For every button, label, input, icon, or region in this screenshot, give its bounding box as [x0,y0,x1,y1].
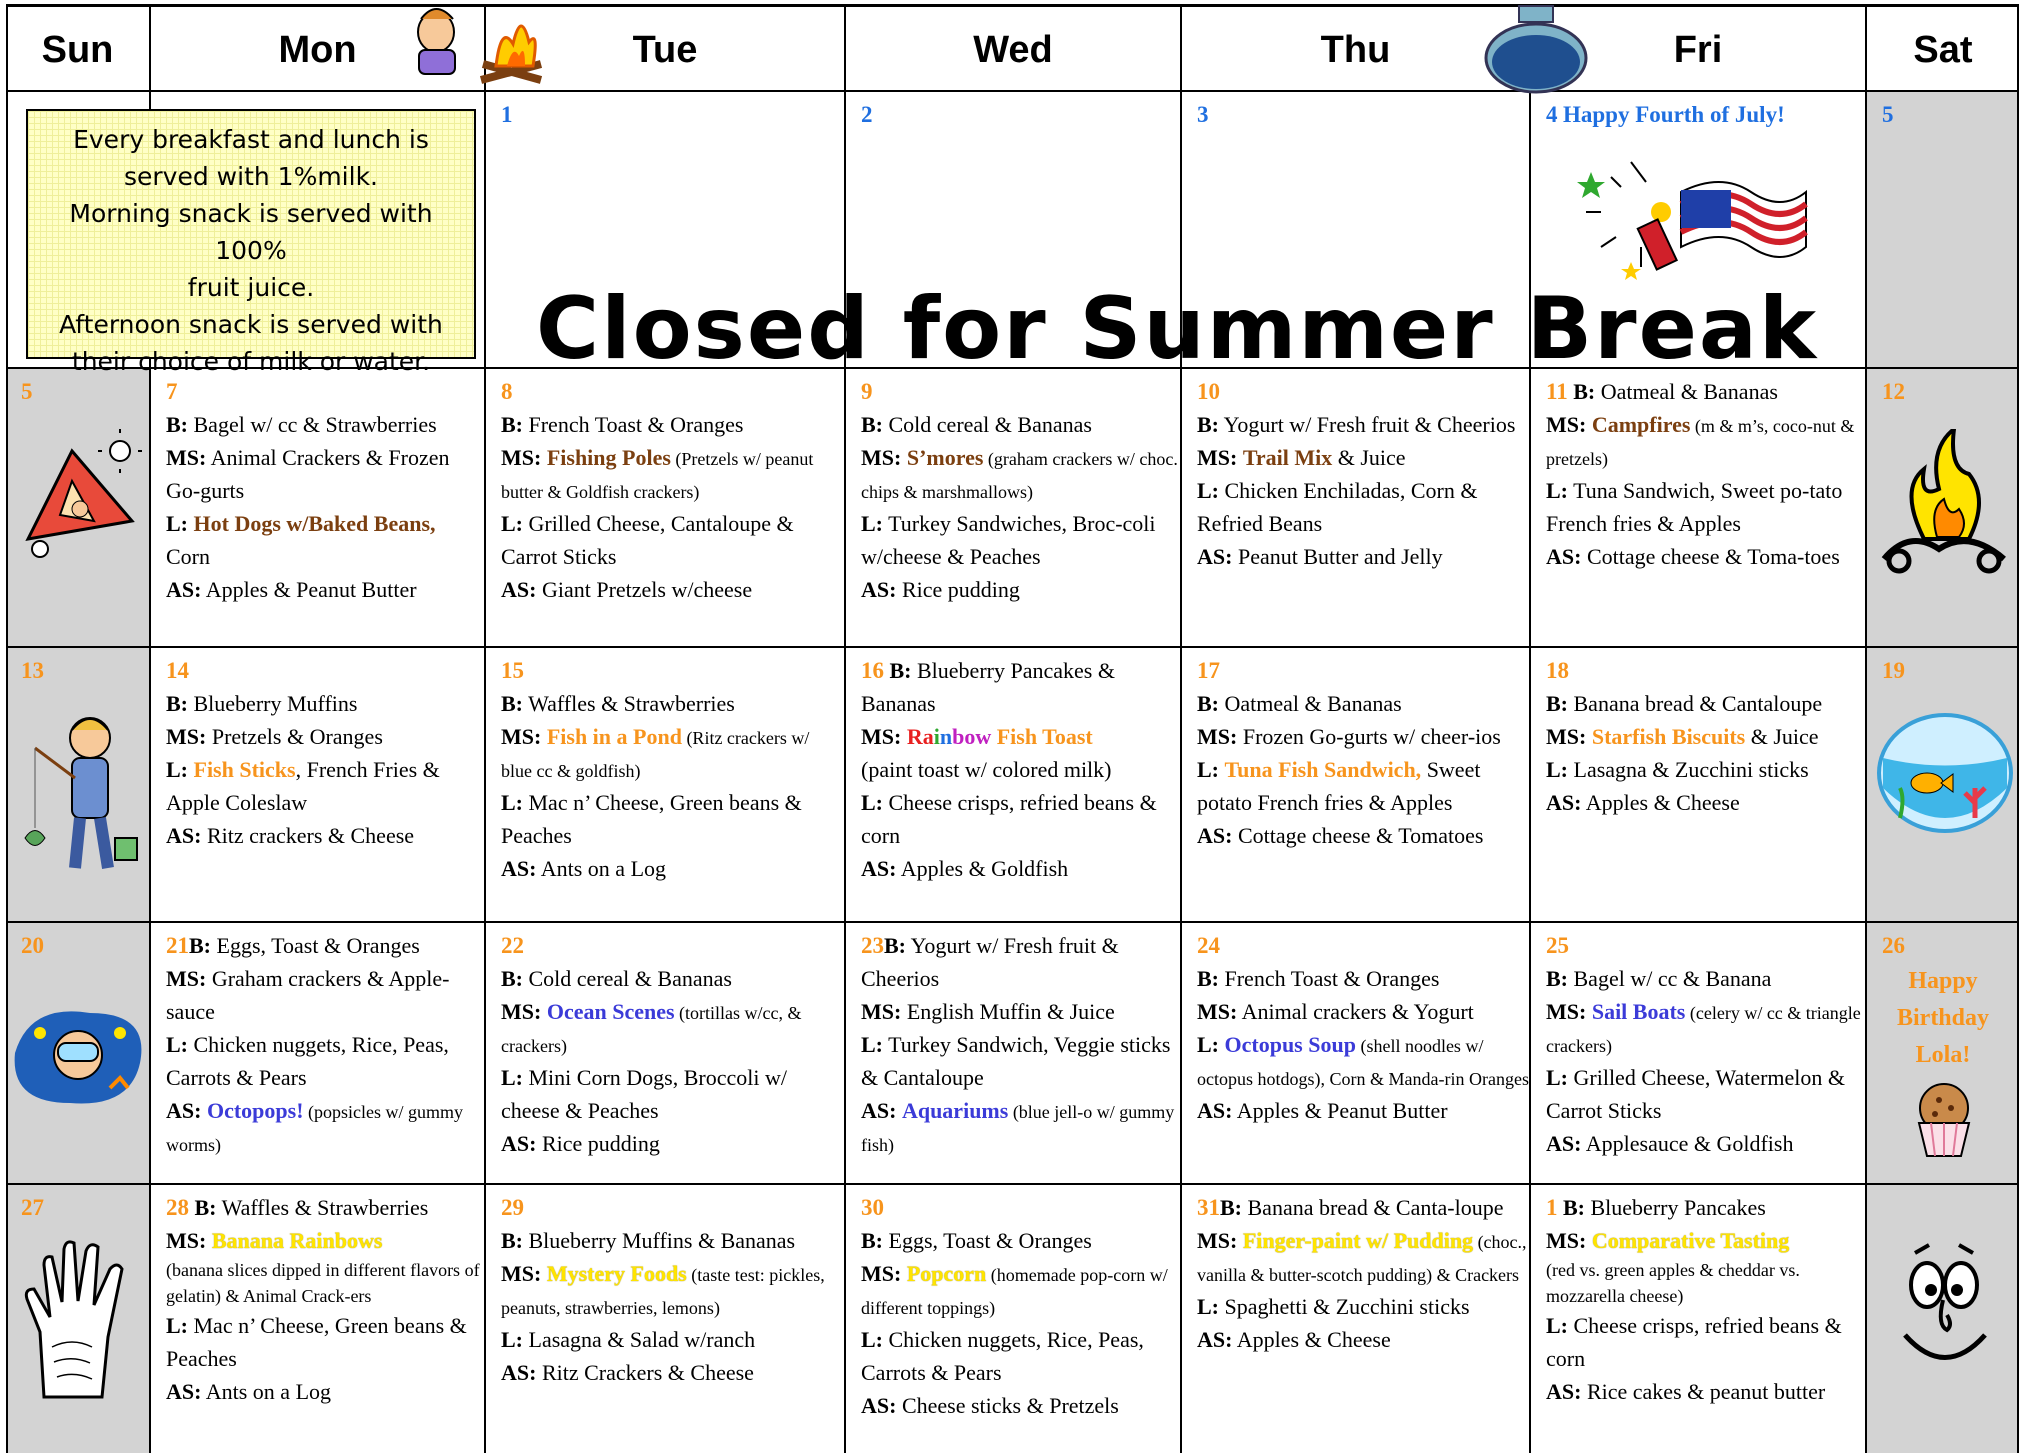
lunch-text: Turkey Sandwiches, Broc-coli w/cheese & Peaches [861,511,1156,569]
morning-snack-label: MS: [1197,724,1238,749]
lunch-text: Grilled Cheese, Cantaloupe & Carrot Sticks [501,511,794,569]
day-cell-16 [846,648,1180,921]
breakfast-text: Waffles & Strawberries [216,1195,429,1220]
day-number: 17 [1197,658,1220,683]
morning-snack-text: (graham crackers w/ choc. chips & marshmallows) [861,449,1178,502]
breakfast-label: B: [1573,379,1596,404]
day-number: 26 [1882,933,1905,958]
lunch-label: L: [501,1065,523,1090]
morning-snack-text: (choc., vanilla & butter-scotch pudding) & Crackers [1197,1232,1527,1285]
morning-snack-label: MS: [501,724,542,749]
day-number: 16 [861,658,884,683]
afternoon-snack-text: Ritz Crackers & Cheese [536,1360,754,1385]
day-number: 2 [861,102,873,127]
day-number: 5 [1882,102,1894,127]
header-tue: Tue [632,28,698,71]
afternoon-snack-text: Apples & Cheese [1232,1327,1391,1352]
day-number: 5 [21,379,33,404]
morning-snack-label: MS: [1546,724,1587,749]
morning-snack-label: MS: [501,1261,542,1286]
morning-snack-theme: Ocean Scenes [546,999,675,1024]
lunch-text: Mac n’ Cheese, Green beans & Peaches [166,1313,467,1371]
afternoon-snack-label: AS: [501,856,537,881]
lunch-label: L: [861,1327,883,1352]
breakfast-label: B: [1546,966,1568,991]
morning-snack-text: (Pretzels w/ peanut butter & Goldfish crackers) [501,449,814,502]
header-sat: Sat [1913,28,1973,71]
day-number: 8 [501,379,513,404]
day-number: 22 [501,933,524,958]
morning-snack-theme: Starfish Biscuits [1591,724,1746,749]
lunch-text: Corn [166,544,210,569]
breakfast-label: B: [1546,691,1568,716]
afternoon-snack-label: AS: [501,1360,537,1385]
afternoon-snack-label: AS: [1546,1379,1582,1404]
rainbow-text-purple: bow [952,724,992,749]
lunch-label: L: [861,790,883,815]
lunch-label: L: [1197,1032,1219,1057]
morning-snack-theme: Sail Boats [1591,999,1686,1024]
holiday-title: Happy Fourth of July! [1563,102,1785,127]
morning-snack-text: (red vs. green apples & cheddar vs. mozzarella cheese) [1546,1260,1800,1306]
afternoon-snack-label: AS: [1197,1327,1233,1352]
day-number: 30 [861,1195,884,1220]
afternoon-snack-label: AS: [861,856,897,881]
day-cell-7 [151,369,484,646]
lunch-label: L: [1197,1294,1219,1319]
breakfast-label: B: [501,1228,523,1253]
day-cell-14 [151,648,484,921]
afternoon-snack-label: AS: [1546,1131,1582,1156]
afternoon-snack-text: Giant Pretzels w/cheese [536,577,753,602]
day-cell-29 [486,1185,844,1453]
breakfast-text: Blueberry Pancakes [1585,1195,1766,1220]
breakfast-label: B: [194,1195,217,1220]
breakfast-text: French Toast & Oranges [523,412,744,437]
morning-snack-theme: Finger-paint w/ Pudding [1242,1228,1474,1253]
day-number: 14 [166,658,189,683]
morning-snack-text: Animal crackers & Yogurt [1237,999,1474,1024]
calendar [6,4,2019,1453]
morning-snack-theme: Popcorn [906,1261,987,1286]
morning-snack-text: (paint toast w/ colored milk) [861,757,1112,782]
lunch-text: Tuna Sandwich, Sweet po-tato French fries & Apples [1546,478,1843,536]
day-number: 31 [1197,1195,1220,1220]
fishing-boy-icon [20,708,140,888]
morning-snack-theme: Fish in a Pond [546,724,682,749]
morning-snack-label: MS: [166,724,207,749]
funny-face-icon [1897,1235,1992,1385]
breakfast-label: B: [1197,966,1219,991]
birthday-line: Lola! [1915,1042,1971,1068]
morning-snack-text: (tortillas w/cc, & crackers) [501,1003,802,1056]
day-cell-aug-1 [1531,1185,1865,1453]
day-cell-23 [846,923,1180,1183]
note-line: fruit juice. [187,273,315,302]
afternoon-snack-label: AS: [1197,1098,1233,1123]
day-cell-25 [1531,923,1865,1183]
note-line: served with 1%milk. [124,162,378,191]
morning-snack-label: MS: [861,1261,902,1286]
afternoon-snack-text: Peanut Butter and Jelly [1232,544,1443,569]
lunch-text: Chicken Enchiladas, Corn & Refried Beans [1197,478,1478,536]
day-cell-17 [1182,648,1529,921]
breakfast-label: B: [166,412,188,437]
lunch-text: Grilled Cheese, Watermelon & Carrot Sticks [1546,1065,1846,1123]
milk-note-box [26,109,476,376]
breakfast-text: Yogurt w/ Fresh fruit & Cheerios [1219,412,1516,437]
day-cell-sun-27 [6,1185,149,1453]
morning-snack-label: MS: [166,966,207,991]
lunch-label: L: [1546,1313,1568,1338]
day-cell-21 [151,923,484,1183]
header-fri: Fri [1673,28,1723,71]
afternoon-snack-text: Cottage cheese & Toma-toes [1581,544,1840,569]
birthday-line: Birthday [1896,1005,1989,1031]
morning-snack-text: (taste test: pickles, peanuts, strawberries, lemons) [501,1265,825,1318]
morning-snack-text: (Ritz crackers w/ blue cc & goldfish) [501,728,810,781]
lunch-text: Chicken nuggets, Rice, Peas, Carrots & Pears [861,1327,1144,1385]
day-number: 1 [501,102,513,127]
lunch-text: Turkey Sandwich, Veggie sticks & Cantaloupe [861,1032,1171,1090]
breakfast-text: Bagel w/ cc & Banana [1568,966,1772,991]
morning-snack-label: MS: [501,999,542,1024]
lunch-label: L: [861,511,883,536]
morning-snack-label: MS: [1546,1228,1587,1253]
morning-snack-label: MS: [861,724,902,749]
birthday-line: Happy [1908,968,1978,994]
morning-snack-label: MS: [1546,999,1587,1024]
day-number: 3 [1197,102,1209,127]
afternoon-snack-label: AS: [1546,790,1582,815]
lunch-label: L: [1546,1065,1568,1090]
note-line: their choice of milk or water. [71,347,431,376]
morning-snack-theme: Fish Toast [991,724,1093,749]
lunch-theme: Fish Sticks [193,757,296,782]
cupcake-icon [1909,1078,1979,1158]
header-thu: Thu [1320,28,1391,71]
breakfast-label: B: [1220,1195,1242,1220]
lunch-text: Spaghetti & Zucchini sticks [1219,1294,1470,1319]
day-cell-9 [846,369,1180,646]
day-number: 13 [21,658,44,683]
lunch-label: L: [166,1313,188,1338]
lunch-text: , French Fries & Apple Coleslaw [166,757,440,815]
header-wed: Wed [973,28,1053,71]
breakfast-label: B: [501,691,523,716]
afternoon-snack-label: AS: [1197,823,1233,848]
note-line: Afternoon snack is served with [59,310,443,339]
breakfast-text: Eggs, Toast & Oranges [883,1228,1092,1253]
breakfast-label: B: [861,1228,883,1253]
afternoon-snack-label: AS: [501,1131,537,1156]
firework-flag-icon [1571,152,1811,282]
campfire-icon [1879,429,2009,579]
morning-snack-theme: Comparative Tasting [1591,1228,1790,1253]
day-number: 19 [1882,658,1905,683]
morning-snack-text: Pretzels & Oranges [206,724,383,749]
morning-snack-label: MS: [166,1228,207,1253]
afternoon-snack-label: AS: [861,1098,897,1123]
morning-snack-label: MS: [166,445,207,470]
breakfast-label: B: [501,966,523,991]
lunch-label: L: [861,1032,883,1057]
afternoon-snack-text: Ants on a Log [536,856,667,881]
day-cell-30 [846,1185,1180,1453]
day-number: 12 [1882,379,1905,404]
morning-snack-theme: S’mores [906,445,984,470]
afternoon-snack-label: AS: [861,577,897,602]
afternoon-snack-text: (blue jell-o w/ gummy fish) [861,1102,1175,1155]
afternoon-snack-text: Applesauce & Goldfish [1581,1131,1794,1156]
lunch-text: Cheese crisps, refried beans & corn [1546,1313,1842,1371]
breakfast-text: French Toast & Oranges [1219,966,1440,991]
afternoon-snack-label: AS: [166,1379,202,1404]
day-cell-sat-19 [1867,648,2019,921]
lunch-text: Sweet potato French fries & Apples [1197,757,1481,815]
lunch-label: L: [1197,757,1219,782]
lunch-label: L: [1546,478,1568,503]
afternoon-snack-text: (popsicles w/ gummy worms) [166,1102,464,1155]
afternoon-snack-text: Ants on a Log [201,1379,332,1404]
breakfast-text: Oatmeal & Bananas [1219,691,1402,716]
day-number: 23 [861,933,884,958]
day-cell-22 [486,923,844,1183]
lunch-text: Lasagna & Zucchini sticks [1568,757,1809,782]
day-cell-31 [1182,1185,1529,1453]
day-number: 18 [1546,658,1569,683]
breakfast-label: B: [884,933,906,958]
afternoon-snack-label: AS: [501,577,537,602]
lunch-text: Mac n’ Cheese, Green beans & Peaches [501,790,802,848]
breakfast-text: Cold cereal & Bananas [523,966,732,991]
morning-snack-theme: Mystery Foods [546,1261,687,1286]
afternoon-snack-theme: Octopops! [206,1098,304,1123]
afternoon-snack-text: Rice cakes & peanut butter [1581,1379,1826,1404]
day-number: 7 [166,379,178,404]
day-number: 20 [21,933,44,958]
afternoon-snack-text: Rice pudding [536,1131,660,1156]
breakfast-text: Banana bread & Canta-loupe [1242,1195,1504,1220]
afternoon-snack-text: Cottage cheese & Tomatoes [1232,823,1484,848]
note-line: Every breakfast and lunch is [73,125,429,154]
morning-snack-label: MS: [1197,999,1238,1024]
morning-snack-text: (m & m’s, coco-nut & pretzels) [1546,416,1855,469]
note-line: Morning snack is served with 100% [69,199,433,265]
morning-snack-label: MS: [501,445,542,470]
day-cell-sun-20 [6,923,149,1183]
afternoon-snack-label: AS: [166,1098,202,1123]
morning-snack-label: MS: [1197,1228,1238,1253]
lunch-text: Mini Corn Dogs, Broccoli w/ cheese & Peaches [501,1065,787,1123]
day-cell-sun-13 [6,648,149,921]
afternoon-snack-text: Apples & Peanut Butter [201,577,417,602]
rainbow-text-green: i [933,724,940,749]
lunch-label: L: [1546,757,1568,782]
header-mon: Mon [278,28,357,71]
day-cell-8 [486,369,844,646]
day-number: 29 [501,1195,524,1220]
lunch-label: L: [166,511,188,536]
lunch-theme: Hot Dogs w/Baked Beans, [193,511,436,536]
breakfast-label: B: [501,412,523,437]
afternoon-snack-text: Cheese sticks & Pretzels [896,1393,1119,1418]
day-number: 4 [1546,102,1558,127]
afternoon-snack-label: AS: [861,1393,897,1418]
morning-snack-text: English Muffin & Juice [901,999,1115,1024]
morning-snack-label: MS: [1546,412,1587,437]
morning-snack-text: (homemade pop-corn w/ different toppings) [861,1265,1168,1318]
afternoon-snack-label: AS: [1197,544,1233,569]
day-cell-sat-12 [1867,369,2019,646]
diver-icon [10,993,148,1113]
rainbow-text-blue: n [939,724,953,749]
campfire-kids-icon [401,4,551,84]
day-number: 11 [1546,379,1568,404]
tent-icon [20,429,142,559]
breakfast-label: B: [1197,412,1219,437]
lunch-theme: Tuna Fish Sandwich, [1224,757,1422,782]
day-cell-11 [1531,369,1865,646]
breakfast-text: Bagel w/ cc & Strawberries [188,412,437,437]
lunch-theme: Octopus Soup [1224,1032,1356,1057]
hand-icon [22,1237,134,1407]
afternoon-snack-text: Rice pudding [896,577,1020,602]
day-number: 9 [861,379,873,404]
afternoon-snack-label: AS: [166,823,202,848]
lunch-label: L: [501,511,523,536]
lunch-text: Lasagna & Salad w/ranch [523,1327,756,1352]
morning-snack-theme: Banana Rainbows [211,1228,383,1253]
grid-top [6,4,2019,7]
breakfast-label: B: [166,691,188,716]
day-cell-5 [1867,92,2019,367]
day-cell-sun-5 [6,369,149,646]
day-cell-15 [486,648,844,921]
breakfast-text: Banana bread & Cantaloupe [1568,691,1823,716]
day-number: 27 [21,1195,44,1220]
day-number: 24 [1197,933,1220,958]
day-cell-10 [1182,369,1529,646]
morning-snack-text: & Juice [1745,724,1819,749]
breakfast-label: B: [189,933,211,958]
day-number: 10 [1197,379,1220,404]
breakfast-label: B: [861,412,883,437]
afternoon-snack-label: AS: [166,577,202,602]
day-cell-24 [1182,923,1529,1183]
lunch-label: L: [501,790,523,815]
morning-snack-text: (celery w/ cc & triangle crackers) [1546,1003,1861,1056]
morning-snack-theme: Fishing Poles [546,445,671,470]
rainbow-text-red: Ra [906,724,934,749]
lunch-label: L: [166,757,188,782]
morning-snack-theme: Trail Mix [1242,445,1333,470]
breakfast-text: Eggs, Toast & Oranges [211,933,420,958]
breakfast-text: Oatmeal & Bananas [1595,379,1778,404]
morning-snack-text: (banana slices dipped in different flavors of gelatin) & Animal Crack-ers [166,1260,480,1306]
lunch-text: Cheese crisps, refried beans & corn [861,790,1157,848]
morning-snack-label: MS: [1197,445,1238,470]
header-sun: Sun [41,28,114,71]
day-number: 1 [1546,1195,1558,1220]
day-cell-sat-blank [1867,1185,2019,1453]
water-jug-icon [1481,4,1591,96]
breakfast-text: Yogurt w/ Fresh fruit & Cheerios [861,933,1119,991]
closed-banner: Closed for Summer Break [536,279,1819,379]
afternoon-snack-text: Ritz crackers & Cheese [201,823,415,848]
breakfast-text: Cold cereal & Bananas [883,412,1092,437]
lunch-label: L: [1197,478,1219,503]
day-number: 21 [166,933,189,958]
afternoon-snack-text: Apples & Goldfish [896,856,1069,881]
lunch-text: Chicken nuggets, Rice, Peas, Carrots & Pears [166,1032,449,1090]
morning-snack-theme: Campfires [1591,412,1691,437]
morning-snack-text: Animal Crackers & Frozen Go-gurts [166,445,450,503]
morning-snack-label: MS: [861,445,902,470]
breakfast-text: Blueberry Muffins & Bananas [523,1228,796,1253]
breakfast-label: B: [889,658,912,683]
day-cell-18 [1531,648,1865,921]
birthday-message [1867,963,2019,1074]
morning-snack-text: & Juice [1332,445,1406,470]
fishbowl-icon [1875,708,2015,838]
afternoon-snack-label: AS: [1546,544,1582,569]
day-number: 28 [166,1195,189,1220]
breakfast-label: B: [1563,1195,1585,1220]
breakfast-text: Blueberry Pancakes & Bananas [861,658,1115,716]
day-cell-28 [151,1185,484,1453]
day-cell-sat-26 [1867,923,2019,1183]
day-number: 25 [1546,933,1569,958]
afternoon-snack-text: Apples & Peanut Butter [1232,1098,1448,1123]
afternoon-snack-theme: Aquariums [901,1098,1009,1123]
lunch-label: L: [501,1327,523,1352]
afternoon-snack-text: Apples & Cheese [1581,790,1740,815]
morning-snack-label: MS: [861,999,902,1024]
day-number: 15 [501,658,524,683]
breakfast-text: Blueberry Muffins [188,691,358,716]
breakfast-label: B: [1197,691,1219,716]
morning-snack-text: Frozen Go-gurts w/ cheer-ios [1237,724,1501,749]
morning-snack-text: Graham crackers & Apple-sauce [166,966,450,1024]
lunch-text: (shell noodles w/ octopus hotdogs), Corn & Manda-rin Oranges [1197,1036,1529,1089]
breakfast-text: Waffles & Strawberries [523,691,735,716]
lunch-label: L: [166,1032,188,1057]
